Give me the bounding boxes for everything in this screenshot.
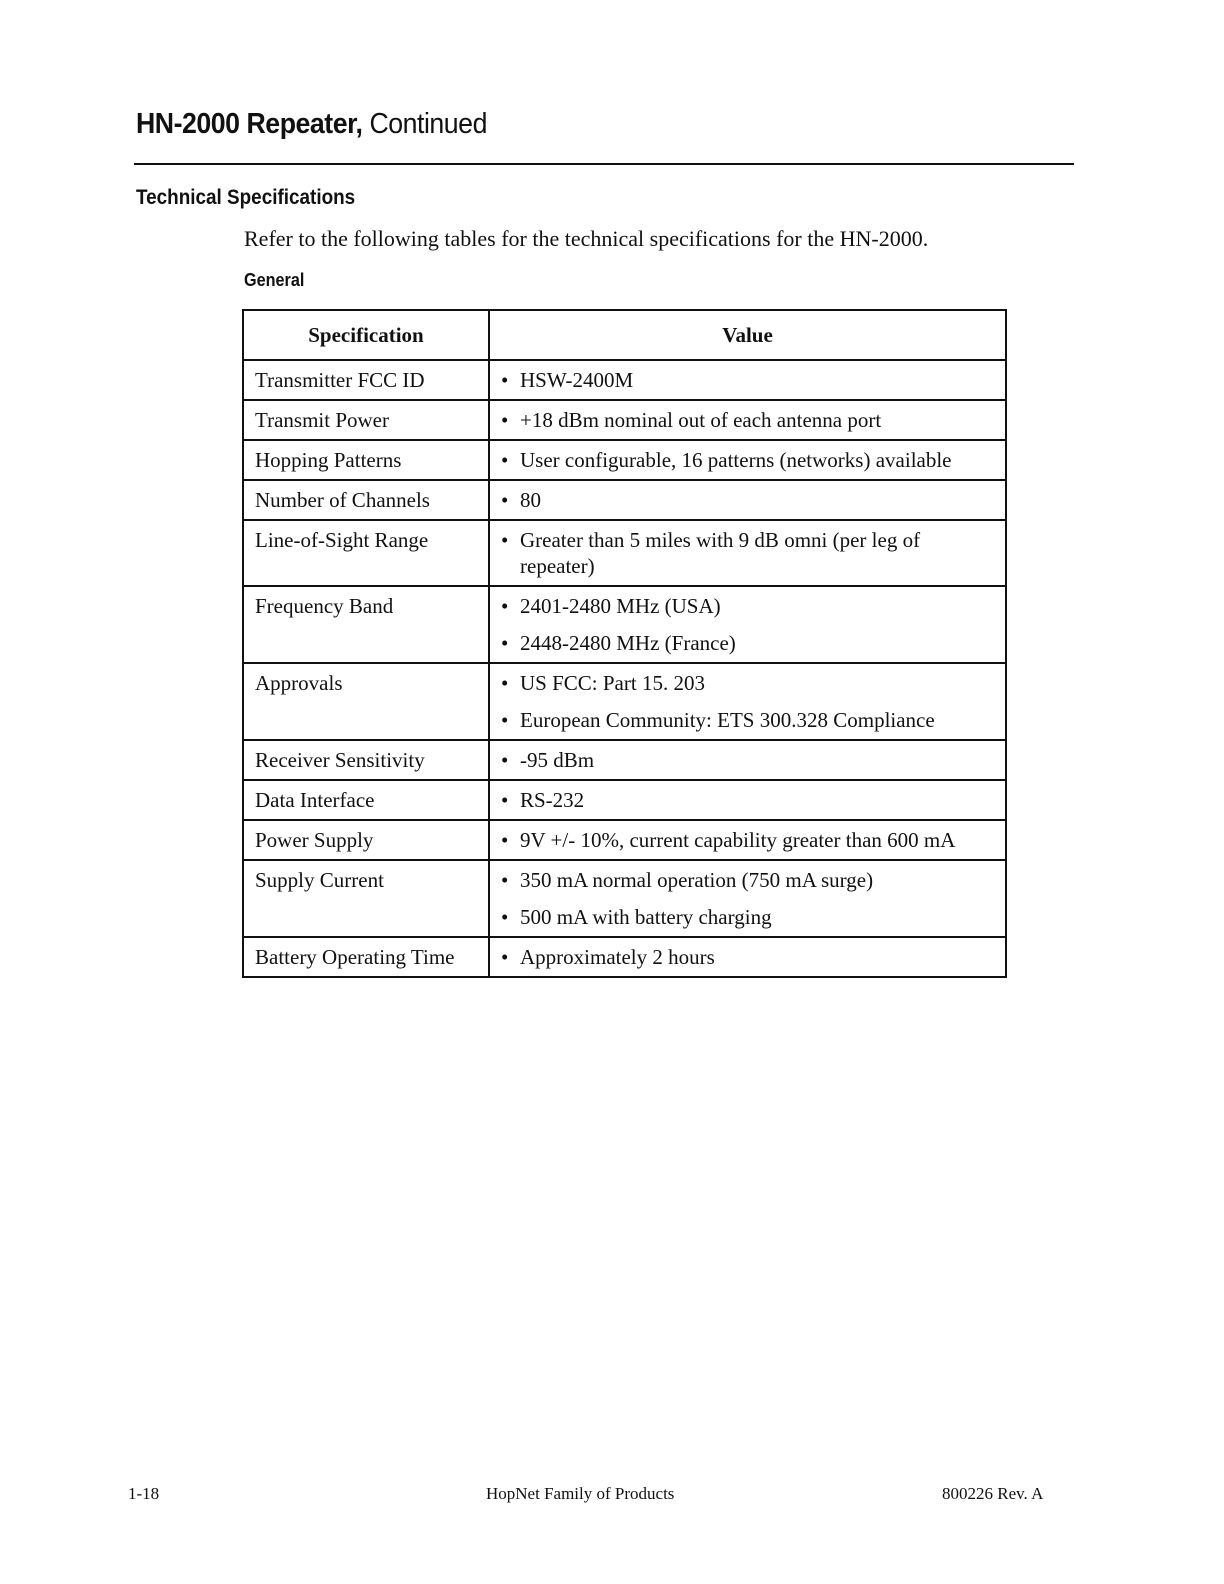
- value-bullet-item: • RS-232: [498, 787, 997, 813]
- table-row: [243, 860, 1006, 937]
- value-bullet-item: • 2401-2480 MHz (USA): [498, 593, 997, 619]
- table-body: [243, 360, 1006, 977]
- value-bullet-item: • 350 mA normal operation (750 mA surge): [498, 867, 997, 893]
- page-title-bold: HN-2000 Repeater,: [136, 108, 363, 140]
- footer-page-number: 1-18: [128, 1484, 160, 1503]
- spec-value-cell: [489, 360, 1006, 400]
- spec-value-cell: [489, 740, 1006, 780]
- spec-name-cell: Data Interface: [243, 780, 489, 820]
- value-bullet-list: [498, 670, 997, 733]
- value-bullet-item: • 2448-2480 MHz (France): [498, 630, 997, 656]
- spec-name-cell: Transmitter FCC ID: [243, 360, 489, 400]
- table-row: [243, 663, 1006, 740]
- spec-value-cell: [489, 860, 1006, 937]
- value-bullet-item: • Greater than 5 miles with 9 dB omni (per leg of repeater): [498, 527, 997, 579]
- table-row: [243, 480, 1006, 520]
- spec-name-cell: Number of Channels: [243, 480, 489, 520]
- value-bullet-item: • HSW-2400M: [498, 367, 997, 393]
- spec-name-cell: Transmit Power: [243, 400, 489, 440]
- value-bullet-list: [498, 747, 997, 773]
- value-bullet-list: [498, 867, 997, 930]
- table-row: [243, 740, 1006, 780]
- value-bullet-list: [498, 944, 997, 970]
- spec-value-cell: [489, 780, 1006, 820]
- spec-value-cell: [489, 440, 1006, 480]
- table-row: [243, 820, 1006, 860]
- spec-value-cell: [489, 520, 1006, 586]
- footer-product-family: HopNet Family of Products: [486, 1484, 675, 1503]
- value-bullet-item: • +18 dBm nominal out of each antenna port: [498, 407, 997, 433]
- spec-value-cell: [489, 820, 1006, 860]
- table-header-row: [243, 310, 1006, 360]
- spec-name-cell: Power Supply: [243, 820, 489, 860]
- spec-name-cell: Battery Operating Time: [243, 937, 489, 977]
- value-bullet-item: • US FCC: Part 15. 203: [498, 670, 997, 696]
- value-bullet-item: • Approximately 2 hours: [498, 944, 997, 970]
- footer-document-id: 800226 Rev. A: [942, 1484, 1044, 1503]
- value-bullet-item: • 80: [498, 487, 997, 513]
- value-bullet-list: [498, 447, 997, 473]
- spec-value-cell: [489, 586, 1006, 663]
- table-row: [243, 400, 1006, 440]
- spec-value-cell: [489, 480, 1006, 520]
- spec-name-cell: Frequency Band: [243, 586, 489, 663]
- spec-value-cell: [489, 937, 1006, 977]
- spec-name-cell: Approvals: [243, 663, 489, 740]
- table-row: [243, 440, 1006, 480]
- value-bullet-list: [498, 527, 997, 579]
- table-row: [243, 937, 1006, 977]
- table-row: [243, 780, 1006, 820]
- spec-name-cell: Line-of-Sight Range: [243, 520, 489, 586]
- value-bullet-list: [498, 367, 997, 393]
- column-header-specification: Specification: [243, 310, 489, 360]
- table-row: [243, 360, 1006, 400]
- table-row: [243, 520, 1006, 586]
- value-bullet-list: [498, 407, 997, 433]
- specifications-table: [242, 309, 1007, 978]
- value-bullet-item: • European Community: ETS 300.328 Compliance: [498, 707, 997, 733]
- spec-name-cell: Hopping Patterns: [243, 440, 489, 480]
- value-bullet-item: • 9V +/- 10%, current capability greater than 600 mA: [498, 827, 997, 853]
- spec-name-cell: Receiver Sensitivity: [243, 740, 489, 780]
- page-title-continued: Continued: [362, 108, 487, 140]
- section-heading: Technical Specifications: [136, 186, 356, 209]
- spec-name-cell: Supply Current: [243, 860, 489, 937]
- value-bullet-list: [498, 593, 997, 656]
- column-header-value: Value: [489, 310, 1006, 360]
- header-rule: [134, 163, 1074, 165]
- table-subheading: General: [244, 270, 305, 290]
- value-bullet-list: [498, 787, 997, 813]
- spec-value-cell: [489, 400, 1006, 440]
- page-title: [136, 108, 487, 141]
- value-bullet-list: [498, 487, 997, 513]
- value-bullet-list: [498, 827, 997, 853]
- table-row: [243, 586, 1006, 663]
- value-bullet-item: • -95 dBm: [498, 747, 997, 773]
- value-bullet-item: • User configurable, 16 patterns (networks) available: [498, 447, 997, 473]
- spec-value-cell: [489, 663, 1006, 740]
- value-bullet-item: • 500 mA with battery charging: [498, 904, 997, 930]
- intro-paragraph: Refer to the following tables for the technical specifications for the HN-2000.: [244, 226, 929, 251]
